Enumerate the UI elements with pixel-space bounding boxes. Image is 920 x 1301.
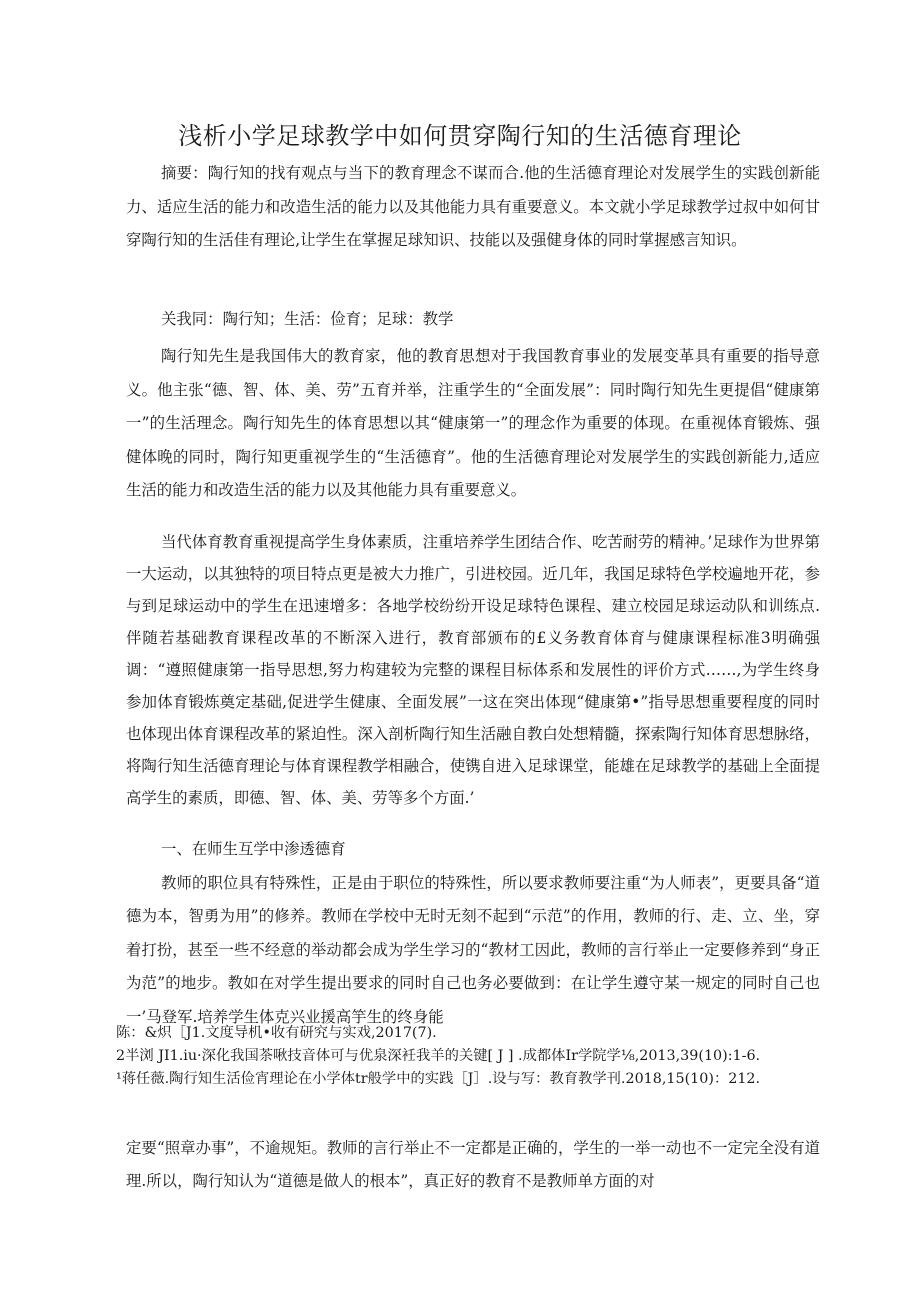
document-title: 浅析小学足球教学中如何贯穿陶行知的生活德育理论 (178, 122, 742, 150)
section1-block (126, 833, 820, 1034)
body-paragraph-2: 当代体育教育重视提高学生身体素质，注重培养学生团结合作、吃苦耐劳的精神。’足球作为世界第一大运动，以其独特的项目特点更是被大力推广，引进校园。近几年，我国足球特色学校遍地开花，参与到足球运动中的学生在迅速增多：各地学校纷纷开设足球特色课程、建立校园足球运动队和训练点.伴随若基础教育课程改革的不断深入进行，教育部颁布的£义务教育体育与健康课程标准3明确强调：“遵照健康第一指导思想,努力构建较为完整的课程目标体系和发展性的评价方式……,为学生终身参加体育锻炼奠定基础,促进学生健康、全面发展”一这在突出体现“健康第•”指导思想重要程度的同时也体现出体育课程改革的紧迫性。深入剖析陶行知生活融自教白处想精髓，探索陶行知体育思想脉络，将陶行知生活德育理论与体育课程教学相融合，使镌自进入足球课堂，能雄在足球教学的基础上全面提高学生的素质，即德、智、体、美、劳等多个方面.’ (126, 533, 820, 807)
abstract-paragraph: 摘要：陶行知的找有观点与当下的教育理念不谋而合.他的生活德育理论对发展学生的实践创新能力、适应生活的能力和改造生活的能力以及其他能力具有重要意义。本文就小学足球教学过叔中如何甘穿陶行知的生活佳有理论,让学生在掌握足球知识、技能以及强健身体的同时掌握感言知识。 (126, 164, 820, 249)
section1-paragraph: 教师的职位具有特殊性，正是由于职位的特殊性，所以要求教师要注重“为人师表”，更要具备“道德为本，智勇为用”的修养。教师在学校中无时无刻不起到“示范”的作用，教师的行、走、立、坐，穿着打扮，甚至一些不经意的举动都会成为学生学习的“教材工因此，教师的言行举止一定要修养到“身正为范”的地步。教如在对学生提出要求的同时自己也务必要做到：在让学生遵守某一规定的同时自己也一’马登军.培养学生体克兴业援高竽生的终身能 (126, 873, 820, 1026)
intro-block (126, 340, 820, 508)
abstract-block (126, 157, 820, 258)
background-block (126, 526, 820, 814)
continuation-block (126, 1132, 820, 1198)
keywords-line: 关我同：陶行知；生活：俭育；足球：教学 (161, 310, 454, 328)
footnote-3: ¹蒋任薇.陶行知生活俭宵理论在小学体tr般学中的实践［J］.设与写：教育教学刊.2018,15(10)：212. (116, 1071, 761, 1087)
continuation-paragraph: 定要“照章办事”，不逾规矩。教师的言行举止不一定都是正确的，学生的一举一动也不一定完全没有道理.所以，陶行知认为“道德是做人的根本”，真正好的教育不是教师单方面的对 (126, 1139, 820, 1190)
section1-heading: 一、在师生互学中渗透德育 (161, 840, 346, 858)
footnotes (116, 1022, 820, 1091)
footnote-1: 陈：&炽［J1.文度导机•收有研究与实戏,2017(7). (116, 1025, 437, 1041)
keywords-block (126, 303, 820, 337)
body-paragraph-1: 陶行知先生是我国伟大的教育家，他的教育思想对于我国教育事业的发展变革具有重要的指导意义。他主张“德、智、体、美、劳”五育并举，注重学生的“全面发展”：同时陶行知先生更提倡“健康第一”的生活理念。陶行知先生的体育思想以其“健康第一”的理念作为重要的体现。在重视体育锻炼、强健体晚的同时，陶行知更重视学生的“生活德育”。他的生活德育理论对发展学生的实践创新能力,适应生活的能力和改造生活的能力以及其他能力具有重要意义。 (126, 347, 820, 499)
footnote-2: 2半浏 JI1.iu·深化我国茶啾技音体可与优泉深衽我羊的关键[ J ] .成都体Ir学院学⅛,2013,39(10):1-6. (116, 1048, 761, 1064)
